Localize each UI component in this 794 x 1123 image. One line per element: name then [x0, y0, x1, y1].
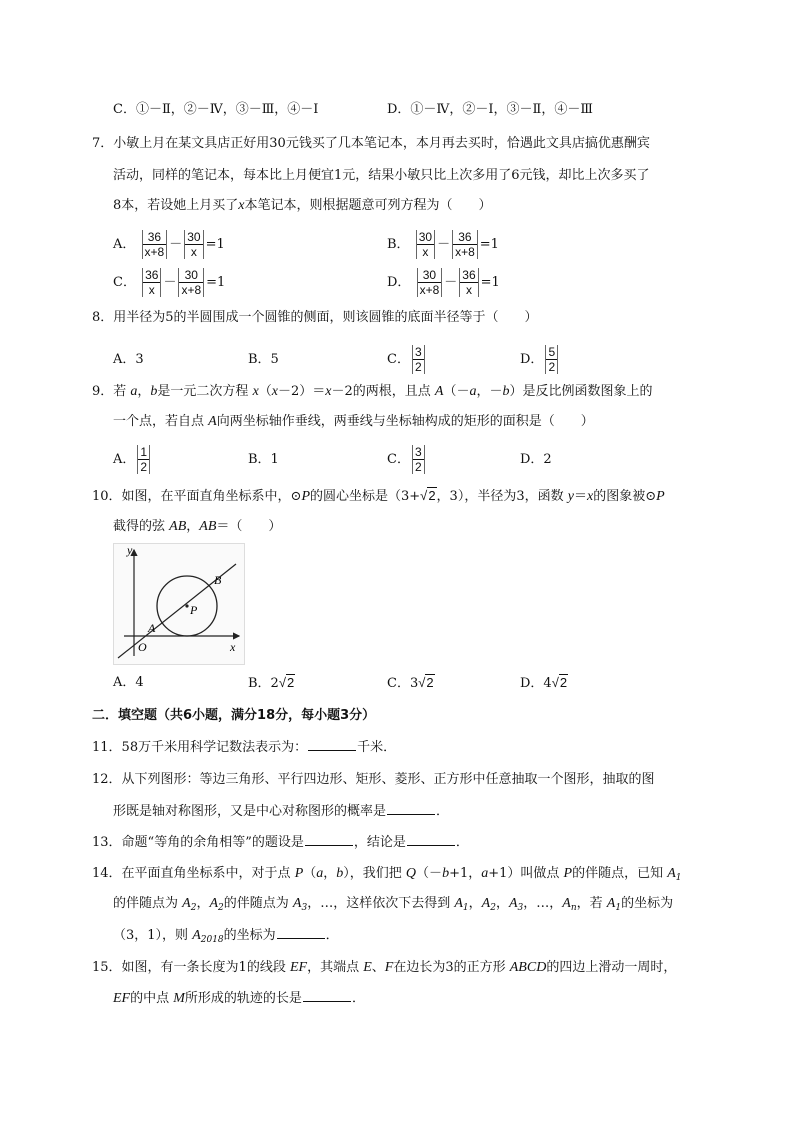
- q13-blank-premise[interactable]: [305, 833, 353, 846]
- q10-figure: [113, 543, 245, 665]
- q9-option-a: A． $\frac{1}{2}$: [113, 444, 152, 476]
- q7-stem-line2: 活动，同样的笔记本，每本比上月便宜1元，结果小敏只比上次多用了6元钱，却比上次多买了: [113, 168, 650, 183]
- q9-option-d: D．2: [520, 452, 552, 467]
- q6-option-c: C．①－Ⅱ，②－Ⅳ，③－Ⅲ，④－Ⅰ: [113, 102, 319, 117]
- q10-stem-line1: 10．如图，在平面直角坐标系中，⊙P的圆心坐标是（3+√2，3），半径为3，函数 y＝x的图象被⊙P: [92, 488, 665, 504]
- q8-option-a: A．3: [113, 352, 144, 367]
- label-p: P: [190, 603, 198, 617]
- q13-blank-conclusion[interactable]: [407, 833, 455, 846]
- q8-option-d: D． $\frac{5}{2}$: [520, 344, 560, 376]
- q7-stem-line1: 7．小敏上月在某文具店正好用30元钱买了几本笔记本，本月再去买时，恰遇此文具店搞优惠酬宾: [92, 136, 650, 151]
- q10-option-a: A．4: [113, 675, 144, 690]
- q14-line1: 14．在平面直角坐标系中，对于点 P（a，b），我们把 Q（－b+1，a+1）叫做点 P的伴随点，已知 $A_1$: [92, 866, 682, 883]
- label-x: x: [230, 640, 236, 654]
- q11-blank[interactable]: [308, 738, 356, 751]
- q7-option-c: C． $\frac{36}{x}$ － $\frac{30}{x+8}$ =1: [113, 268, 226, 297]
- label-b: B: [214, 573, 222, 587]
- q6-option-d: D．①－Ⅳ，②－Ⅰ，③－Ⅱ，④－Ⅲ: [387, 102, 593, 117]
- q12-line1: 12．从下列图形：等边三角形、平行四边形、矩形、菱形、正方形中任意抽取一个图形，抽取的图: [92, 772, 655, 787]
- q11: 11．58万千米用科学记数法表示为： 千米．: [92, 740, 397, 755]
- q15-line2: EF的中点 M所形成的轨迹的长是 ．: [113, 991, 365, 1006]
- q7-option-a: A． $\frac{36}{x+8}$ － $\frac{30}{x}$ =1: [113, 230, 225, 259]
- label-y: y: [127, 544, 133, 557]
- section-2-heading: 二．填空题（共6小题，满分18分，每小题3分）: [92, 708, 376, 723]
- q13: 13．命题“等角的余角相等”的题设是 ，结论是 ．: [92, 835, 469, 850]
- q10-option-c: C．3√2: [387, 675, 434, 691]
- q12-blank[interactable]: [387, 802, 435, 815]
- q7-option-d: D． $\frac{30}{x+8}$ － $\frac{36}{x}$ =1: [387, 268, 500, 297]
- label-o: O: [138, 640, 147, 654]
- q14-blank[interactable]: [277, 926, 325, 939]
- q9-stem-line1: 9．若 a，b是一元二次方程 x（x－2）＝x－2的两根，且点 A（－a，－b）是反比例函数图象上的: [92, 384, 653, 399]
- q9-option-b: B．1: [248, 452, 279, 467]
- q9-stem-line2: 一个点，若自点 A向两坐标轴作垂线，两垂线与坐标轴构成的矩形的面积是（ ）: [113, 414, 594, 429]
- q10-diagram: [114, 544, 244, 664]
- q10-stem-line2: 截得的弦 AB，AB＝（ ）: [113, 519, 282, 534]
- q15-line1: 15．如图，有一条长度为1的线段 EF，其端点 E、F在边长为3的正方形 ABCD的四边上滑动一周时，: [92, 960, 677, 975]
- q10-option-d: D．4√2: [520, 675, 568, 691]
- q15-blank[interactable]: [303, 989, 351, 1002]
- q8-stem: 8．用半径为5的半圆围成一个圆锥的侧面，则该圆锥的底面半径等于（ ）: [92, 310, 538, 325]
- q9-option-c: C． $\frac{3}{2}$: [387, 444, 427, 476]
- label-a: A: [148, 621, 156, 635]
- q8-option-b: B．5: [248, 352, 279, 367]
- q14-line3: （3，1），则 $A_{2018}$的坐标为 ．: [113, 928, 339, 945]
- q10-option-b: B．2√2: [248, 675, 295, 691]
- q7-option-b: B． $\frac{30}{x}$ － $\frac{36}{x+8}$ =1: [387, 230, 499, 259]
- q8-option-c: C． $\frac{3}{2}$: [387, 344, 427, 376]
- q14-line2: 的伴随点为 $A_2$，$A_2$的伴随点为 $A_3$，…，这样依次下去得到 $A_1$，$A_2$，$A_3$，…，$A_n$，若 $A_1$的坐标为: [113, 896, 674, 913]
- q12-line2: 形既是轴对称图形，又是中心对称图形的概率是 ．: [113, 804, 450, 819]
- q7-stem-line3: 8本，若设她上月买了x本笔记本，则根据题意可列方程为（ ）: [113, 198, 492, 213]
- center-point: [185, 604, 188, 607]
